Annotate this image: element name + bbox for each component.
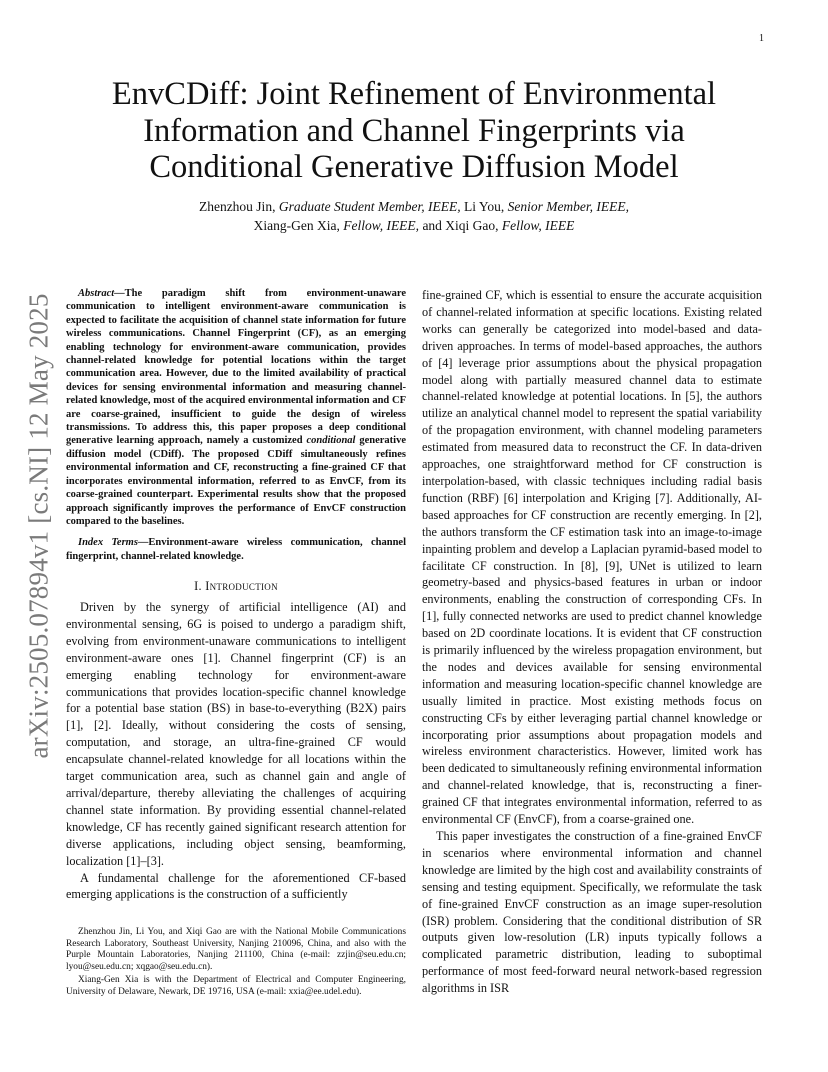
author-affiliation-role: Graduate Student Member, IEEE, <box>278 199 461 214</box>
author-name: and Xiqi Gao, <box>419 217 502 233</box>
abstract-text-end: generative diffusion model (CDiff). The proposed CDiff simultaneously refines environmental information and CF, reconstructing a fine-grained CF that incorporates environmental information, referred to as EnvCF, from its coarse-grained counterpart. Experimental results show that the proposed approach significantly improves the performance of EnvCF construction compared to the baselines. <box>66 435 406 527</box>
abstract-label: Abstract <box>78 288 115 299</box>
author-name: Li You, <box>460 199 508 214</box>
author-name: Zhenzhou Jin, <box>198 199 279 214</box>
intro-paragraph-3: fine-grained CF, which is essential to ensure the accurate acquisition of channel-related information at specific locations. Existing related works can generally be categorized into model-based and data-driven approaches. In terms of model-based approaches, the authors of [4] leverage prior assumptions about the physical propagation model along with partially measured channel data to estimate channel-related knowledge at potential locations. In [5], the authors utilize an analytical channel model to represent the spatial variability of the propagation environment, with channel modeling parameters estimated from measured data to reconstruct the CF. In data-driven approaches, one straightforward method for CF construction is interpolation-based, with classic techniques including radial basis function (RBF) [6] interpolation and Kriging [7]. Additionally, AI-based approaches for CF construction are recently emerging. In [2], the authors transform the CF estimation task into an image-to-image inpainting problem and develop a Laplacian pyramid-based model to facilitate CF construction. In [8], [9], UNet is utilized to learn geometry-based and physics-based features in urban or indoor environments, enabling the construction of corresponding CFs. In [1], fully connected networks are used to predict channel knowledge based on 2D coordinate locations. It is evident that CF construction is primarily influenced by the wireless propagation environment, but the nodes and devices available for sensing environmental information and measuring location-specific channel knowledge are usually limited in practice. Most existing methods focus on constructing CFs by either leveraging partial channel knowledge or incorporating prior assumptions about propagation models and wireless environment characteristics. However, limited work has been dedicated to simultaneously refining environmental information and channel-related knowledge, that is, reconstructing a finer-grained CF that integrates environmental information, referred to as environmental CF (EnvCF), from a coarse-grained one. <box>422 288 762 827</box>
footnote-affiliation-2: Xiang-Gen Xia is with the Department of Electrical and Computer Engineering, University of Delaware, Newark, DE 19716, USA (e-mail: xxia@ee.udel.edu). <box>66 975 406 997</box>
index-terms-label: Index Terms <box>78 537 138 549</box>
intro-paragraph-2: A fundamental challenge for the aforementioned CF-based emerging applications is the construction of a sufficiently <box>66 870 406 902</box>
arxiv-identifier[interactable] <box>21 286 57 766</box>
footnotes <box>66 927 406 999</box>
author-affiliation-role: Senior Member, IEEE, <box>507 199 630 214</box>
author-list <box>120 198 708 235</box>
author-name: Xiang-Gen Xia, <box>253 217 344 233</box>
index-terms <box>66 536 406 563</box>
intro-paragraph-1: Driven by the synergy of artificial intelligence (AI) and environmental sensing, 6G is poised to undergo a paradigm shift, evolving from environment-unaware communications to intelligent environment-aware ones [1]. Channel fingerprint (CF) is an emerging enabling technology for environment-aware communications that provides location-specific channel knowledge for a potential base station (BS) in base-to-everything (B2X) pairs [1], [2]. Ideally, without considering the costs of sensing, computation, and storage, an ultra-fine-grained CF would encapsulate channel-related knowledge for all locations within the target communication area, such as channel gain and angle of arrival/departure, thereby alleviating the challenges of acquiring channel state information. By providing essential channel-related knowledge, CF has recently gained significant research attention for diverse applications, including object sensing, beamforming, localization [1]–[3]. <box>66 600 406 868</box>
paper-title: EnvCDiff: Joint Refinement of Environmental Information and Channel Fingerprints via Conditional Generative Diffusion Model <box>111 76 717 185</box>
abstract-italic-word: conditional <box>306 435 356 447</box>
intro-paragraph-4: This paper investigates the construction of a fine-grained EnvCF in scenarios where environmental information and channel knowledge are limited by the high cost and availability constraints of sensing and testing equipment. Specifically, we reformulate the task of fine-grained EnvCF construction as an image super-resolution (ISR) problem. Considering that the conditional distribution of SR outputs given low-resolution (LR) inputs typically follows a complicated parametric distribution, leading to suboptimal performance of most feed-forward neural network-based regression algorithms in ISR <box>422 829 762 996</box>
right-column <box>422 287 762 997</box>
left-column <box>66 287 406 903</box>
abstract <box>66 287 406 528</box>
arxiv-identifier-text: arXiv:2505.07894v1 [cs.NI] 12 May 2025 <box>23 293 54 759</box>
author-affiliation-role: Fellow, IEEE <box>501 217 575 233</box>
footnote-affiliation-1: Zhenzhou Jin, Li You, and Xiqi Gao are with the National Mobile Communications Research Laboratory, Southeast University, Nanjing 210096, China, and also with the Purple Mountain Laboratories, Nanjing 211100, China (e-mail: zzjin@seu.edu.cn; lyou@seu.edu.cn; xqgao@seu.edu.cn). <box>66 927 406 972</box>
abstract-text: —The paradigm shift from environment-unaware communication to intelligent environment-aware communication is expected to facilitate the acquisition of channel state information for future wireless communications. Channel Fingerprint (CF), as an emerging enabling technology for environment-aware communication, provides channel-related knowledge for potential locations within the target communication area. However, due to the limited availability of practical devices for sensing environmental information and measuring channel-related knowledge, most of the acquired environmental information and CF are coarse-grained, insufficient to guide the design of wireless transmissions. To address this, this paper proposes a deep conditional generative learning approach, namely a customized <box>66 288 406 447</box>
index-terms-text: —Environment-aware wireless communication, channel fingerprint, channel-related knowledge. <box>66 537 406 562</box>
section-heading-introduction: I. Introduction <box>194 579 278 594</box>
author-affiliation-role: Fellow, IEEE, <box>343 217 420 233</box>
page-number: 1 <box>759 33 764 44</box>
